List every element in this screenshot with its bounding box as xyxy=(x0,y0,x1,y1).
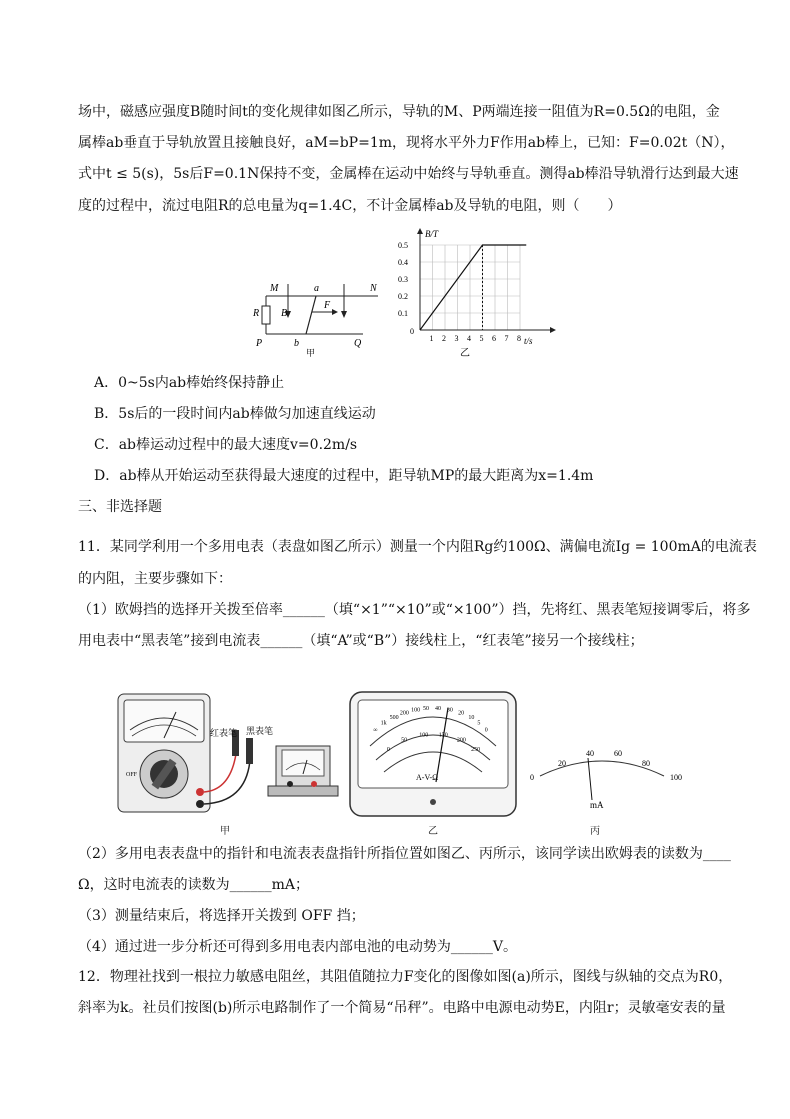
option-c: C．ab棒运动过程中的最大速度v=0.2m/s xyxy=(94,437,358,453)
y-tick-label: 0.4 xyxy=(398,258,408,267)
ohm-scale-label: 40 xyxy=(435,706,441,713)
dc-scale-label: 100 xyxy=(419,732,429,739)
ohm-scale-label: 5 xyxy=(477,720,481,727)
ohm-scale-label: 10 xyxy=(468,715,475,722)
caption-yi: 乙 xyxy=(460,348,470,359)
x-axis-label: t/s xyxy=(524,336,533,346)
option-a: A．0~5s内ab棒始终保持静止 xyxy=(94,375,285,391)
p11-line-1: 11．某同学利用一个多用电表（表盘如图乙所示）测量一个内阻Rg约100Ω、满偏电流Ig = 100mA的电流表 xyxy=(78,539,757,555)
dc-scale-label: 200 xyxy=(456,737,466,744)
ammeter-scale-label: 100 xyxy=(670,773,682,782)
ammeter-scale-label: 0 xyxy=(530,773,534,782)
p12-line-1: 12．物理社找到一根拉力敏感电阻丝，其阻值随拉力F变化的图像如图(a)所示，图线与纵轴的交点为R0， xyxy=(78,969,733,985)
y-tick-label: 0.1 xyxy=(398,309,408,318)
dial-label: A-V-Ω xyxy=(416,773,439,782)
ammeter-scale-label: 80 xyxy=(642,759,650,768)
ohm-scale-label: ∞ xyxy=(373,727,378,734)
ammeter-scale-label: 60 xyxy=(614,749,622,758)
label-B: B xyxy=(281,308,288,319)
label-R: R xyxy=(253,308,260,319)
dc-scale-label: 250 xyxy=(471,746,481,753)
section-heading: 三、非选择题 xyxy=(78,499,162,515)
ammeter-scale-label: 40 xyxy=(586,749,594,758)
label-F: F xyxy=(324,300,331,311)
p12-line-2: 斜率为k。社员们按图(b)所示电路制作了一个简易“吊秤”。电路中电源电动势E，内阻r；灵敏毫安表的量 xyxy=(78,1000,726,1016)
red-probe-label: 红表笔 xyxy=(210,728,238,738)
ammeter-scale-label: 20 xyxy=(558,759,566,768)
dc-scale-label: 50 xyxy=(401,737,408,744)
ohm-scale-label: 50 xyxy=(423,706,429,713)
x-tick-label: 3 xyxy=(454,334,459,343)
p10-line-1: 场中，磁感应强度B随时间t的变化规律如图乙所示，导轨的M、P两端连接一阻值为R=0.5Ω的电阻，金 xyxy=(78,104,720,120)
ammeter-unit: mA xyxy=(590,800,604,810)
label-P: P xyxy=(256,338,263,349)
y-tick-label: 0.5 xyxy=(398,241,408,250)
x-tick-label: 5 xyxy=(479,334,484,343)
figure-multimeter-setup xyxy=(110,690,340,820)
ohm-scale-label: 200 xyxy=(399,710,409,717)
dc-scale-label: 150 xyxy=(438,732,448,739)
ohm-scale-label: 100 xyxy=(411,707,421,714)
y-tick-label: 0.2 xyxy=(398,292,408,301)
figure-yi-bt-graph xyxy=(392,226,562,360)
figure-jia-rails xyxy=(248,278,388,358)
caption-fig-jia-2: 甲 xyxy=(220,826,230,837)
p11-step-4: （4）通过进一步分析还可得到多用电表内部电池的电动势为______V。 xyxy=(78,939,518,955)
series-b-line xyxy=(420,245,526,330)
x-tick-label: 2 xyxy=(442,334,446,343)
x-tick-label: 7 xyxy=(504,334,509,343)
ohm-scale-label: 0 xyxy=(484,727,488,734)
label-b: b xyxy=(294,338,299,349)
y-tick-label: 0.3 xyxy=(398,275,408,284)
p11-line-3: （1）欧姆挡的选择开关拨至倍率______（填“×1”“×10”或“×100”）挡，先将红、黑表笔短接调零后，将多 xyxy=(78,602,751,618)
p11-step-3: （3）测量结束后，将选择开关拨到 OFF 挡； xyxy=(78,908,365,924)
p11-line-4: 用电表中“黑表笔”接到电流表______（填“A”或“B”）接线柱上，“红表笔”接另一个接线柱； xyxy=(78,633,644,649)
label-N: N xyxy=(370,283,377,294)
switch-off-label: OFF xyxy=(126,772,138,778)
option-b: B．5s后的一段时间内ab棒做匀加速直线运动 xyxy=(94,406,376,422)
caption-jia: 甲 xyxy=(306,348,316,358)
caption-fig-bing: 丙 xyxy=(590,826,600,837)
ohm-scale-label: 30 xyxy=(446,707,453,714)
p10-line-2: 属棒ab垂直于导轨放置且接触良好，aM=bP=1m，现将水平外力F作用ab棒上，已知：F=0.02t（N）， xyxy=(78,135,735,151)
y-tick-0: 0 xyxy=(410,327,414,336)
ohm-scale-label: 500 xyxy=(389,715,399,722)
p11-step-2b: Ω，这时电流表的读数为______mA； xyxy=(78,877,309,893)
p11-line-2: 的内阻，主要步骤如下： xyxy=(78,571,232,587)
label-a: a xyxy=(314,283,319,294)
p10-line-3: 式中t ≤ 5(s)，5s后F=0.1N保持不变，金属棒在运动中始终与导轨垂直。测得ab棒沿导轨滑行达到最大速 xyxy=(78,166,739,182)
label-M: M xyxy=(270,283,279,294)
x-tick-label: 8 xyxy=(517,334,521,343)
ohm-scale-label: 20 xyxy=(458,710,465,717)
x-tick-label: 4 xyxy=(467,334,471,343)
figure-multimeter-dial xyxy=(348,690,518,820)
y-axis-label: B/T xyxy=(425,229,439,239)
p10-line-4: 度的过程中，流过电阻R的总电量为q=1.4C，不计金属棒ab及导轨的电阻，则（ ） xyxy=(78,198,622,214)
x-tick-label: 6 xyxy=(492,334,496,343)
p11-step-2a: （2）多用电表表盘中的指针和电流表表盘指针所指位置如图乙、丙所示，该同学读出欧姆表的读数为____ xyxy=(78,846,731,862)
dc-scale-label: 0 xyxy=(386,746,390,753)
figure-ammeter-scale xyxy=(522,740,682,810)
x-tick-label: 1 xyxy=(429,334,434,343)
option-d: D．ab棒从开始运动至获得最大速度的过程中，距导轨MP的最大距离为x=1.4m xyxy=(94,468,594,484)
ohm-scale-label: 1k xyxy=(380,720,387,727)
caption-fig-yi-2: 乙 xyxy=(428,826,438,837)
black-probe-label: 黑表笔 xyxy=(246,726,274,736)
label-Q: Q xyxy=(354,338,362,349)
